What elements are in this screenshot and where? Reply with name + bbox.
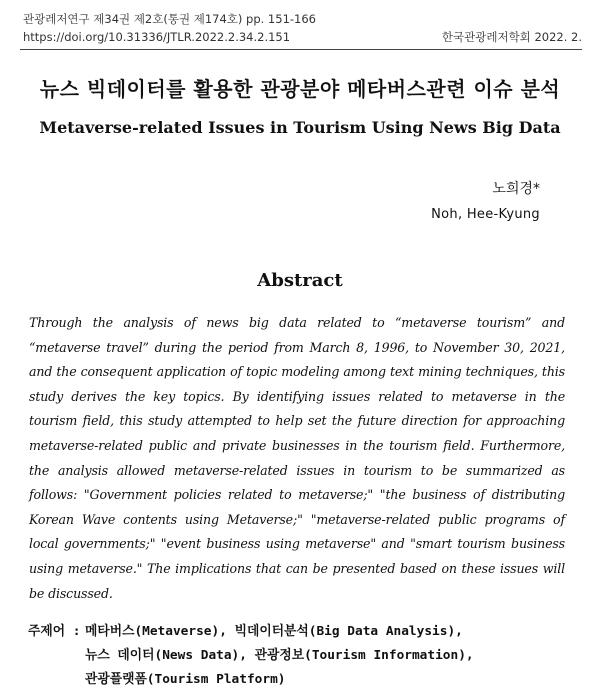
keywords-label: 주제어 :	[28, 624, 81, 639]
author-name-korean: 노희경*	[492, 181, 540, 197]
author-name-english: Noh, Hee-Kyung	[431, 207, 540, 222]
title-korean: 뉴스 빅데이터를 활용한 관광분야 메타버스관련 이슈 분석	[39, 77, 561, 101]
title-english: Metaverse-related Issues in Tourism Using News Big Data	[39, 118, 561, 137]
abstract-heading: Abstract	[257, 270, 343, 291]
keywords-line: 메타버스(Metaverse), 빅데이터분석(Big Data Analysis),	[85, 624, 463, 639]
keywords-section	[28, 620, 586, 692]
keywords-list	[85, 620, 586, 692]
header-rule	[20, 49, 582, 50]
abstract-body: Through the analysis of news big data related to “metaverse tourism” and “metaverse travel” during the period from March 8, 1996, to November 30, 2021, and the consequent application of topic modeling among text mining techniques, this study derives the key topics. By identifying issues related to metaverse in the tourism field, this study attempted to help set the future direction for approaching metaverse-related public and private businesses in the tourism field. Furthermore, the analysis allowed metaverse-related issues in tourism to be summarized as follows: "Government policies related to metaverse;" "the business of distributing Korean Wave contents using Metaverse;" "metaverse-related public programs of local governments;" "event business using metaverse" and "smart tourism business using metaverse." The implications that can be presented based on these issues will be discussed.	[29, 315, 565, 601]
running-header	[23, 10, 582, 46]
publisher-date: 한국관광레저학회 2022. 2.	[441, 30, 582, 44]
keywords-line: 뉴스 데이터(News Data), 관광정보(Tourism Information),	[85, 648, 474, 663]
doi-link[interactable]: https://doi.org/10.31336/JTLR.2022.2.34.2.151	[23, 30, 291, 44]
journal-issue: 관광레저연구 제34권 제2호(통권 제174호) pp. 151-166	[23, 12, 316, 26]
keywords-line: 관광플랫폼(Tourism Platform)	[85, 672, 286, 687]
